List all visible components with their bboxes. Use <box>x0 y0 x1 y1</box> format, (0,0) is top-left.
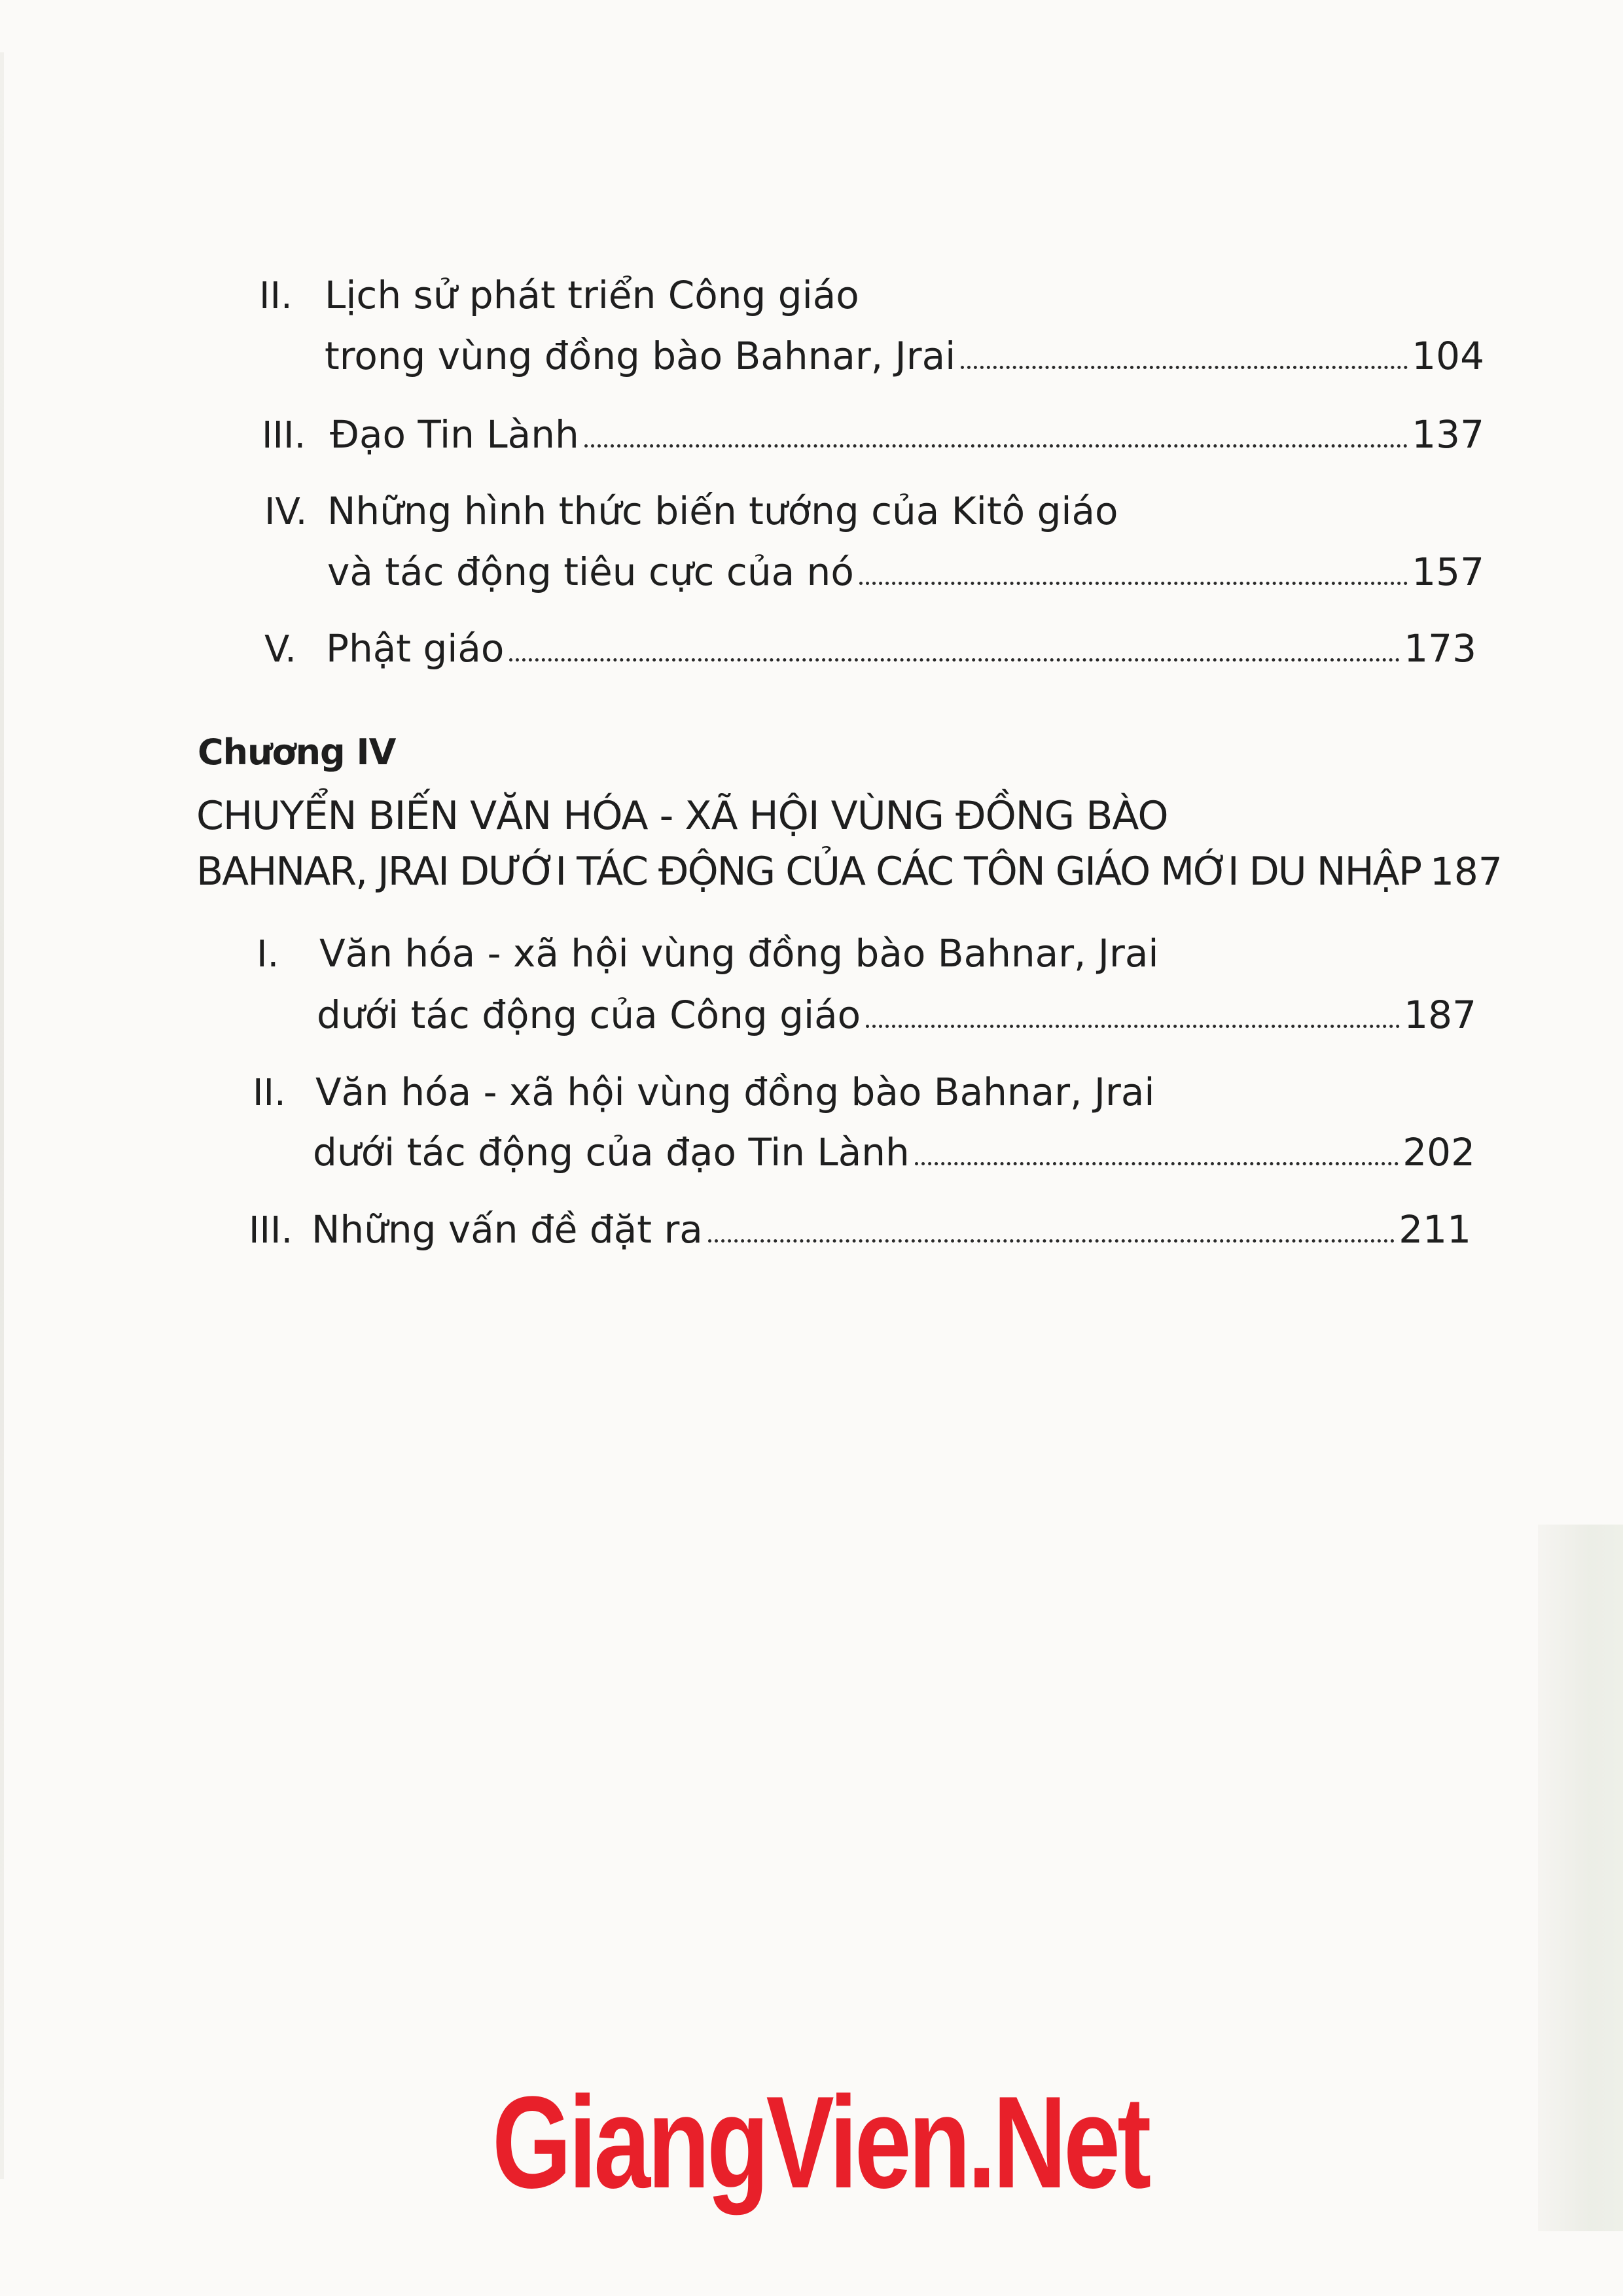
toc-entry-title: Lịch sử phát triển Công giáo <box>325 273 859 317</box>
toc-entry-title: Văn hóa - xã hội vùng đồng bào Bahnar, Jrai <box>319 931 1159 976</box>
toc-entry-number: III. <box>262 414 306 457</box>
chapter-title-line1: CHUYỂN BIẾN VĂN HÓA - XÃ HỘI VÙNG ĐỒNG BÀO <box>196 793 1168 839</box>
toc-entry-title: trong vùng đồng bào Bahnar, Jrai <box>325 334 956 378</box>
toc-page-number: 211 <box>1399 1207 1471 1252</box>
toc-entry-title: Những hình thức biến tướng của Kitô giáo <box>327 489 1118 533</box>
dot-leader <box>859 582 1408 585</box>
dot-leader <box>961 366 1408 369</box>
toc-page-number: 173 <box>1404 626 1476 671</box>
toc-page-number: 187 <box>1404 993 1476 1037</box>
toc-entry-title: Những vấn đề đặt ra <box>312 1207 703 1252</box>
watermark-logo: GiangVien.Net <box>492 2070 1149 2216</box>
chapter-section-ii-line2 <box>313 1130 1475 1174</box>
toc-entry-number: II. <box>259 275 293 317</box>
toc-entry-iii <box>262 412 1484 457</box>
toc-entry-title: Văn hóa - xã hội vùng đồng bào Bahnar, Jrai <box>315 1070 1155 1114</box>
toc-page-number: 157 <box>1412 550 1484 594</box>
toc-entry-ii-line1 <box>259 273 859 317</box>
chapter-section-i-line1 <box>257 931 1159 976</box>
toc-page-number: 137 <box>1412 412 1484 457</box>
chapter-title-line2 <box>196 849 1503 894</box>
toc-entry-iv-line2 <box>327 550 1484 594</box>
toc-entry-number: IV. <box>264 491 308 533</box>
chapter-label: Chương IV <box>198 732 396 773</box>
toc-page-number: 187 <box>1430 849 1503 894</box>
dot-leader <box>708 1239 1395 1243</box>
toc-entry-title: Đạo Tin Lành <box>330 412 579 457</box>
toc-entry-ii-line2 <box>325 334 1484 378</box>
toc-entry-number: V. <box>264 628 296 671</box>
toc-entry-title: dưới tác động của đạo Tin Lành <box>313 1130 910 1174</box>
toc-entry-iv-line1 <box>264 489 1118 533</box>
chapter-title: BAHNAR, JRAI DƯỚI TÁC ĐỘNG CỦA CÁC TÔN GIÁO MỚI DU NHẬP <box>196 849 1421 894</box>
dot-leader <box>915 1162 1399 1165</box>
toc-entry-number: III. <box>249 1209 293 1252</box>
dot-leader <box>866 1025 1400 1028</box>
dot-leader <box>509 658 1400 662</box>
page-left-edge <box>0 52 4 2179</box>
toc-entry-title: Phật giáo <box>326 626 505 671</box>
dot-leader <box>584 444 1408 448</box>
toc-entry-number: II. <box>253 1072 286 1114</box>
page-right-shadow <box>1538 1525 1623 2231</box>
chapter-section-ii-line1 <box>253 1070 1155 1114</box>
toc-page-number: 202 <box>1402 1130 1475 1174</box>
chapter-section-iii <box>249 1207 1471 1252</box>
toc-entry-v <box>264 626 1476 671</box>
chapter-section-i-line2 <box>317 993 1476 1037</box>
toc-entry-title: và tác động tiêu cực của nó <box>327 550 854 594</box>
toc-entry-number: I. <box>257 933 279 976</box>
toc-entry-title: dưới tác động của Công giáo <box>317 993 861 1037</box>
toc-page-number: 104 <box>1412 334 1484 378</box>
